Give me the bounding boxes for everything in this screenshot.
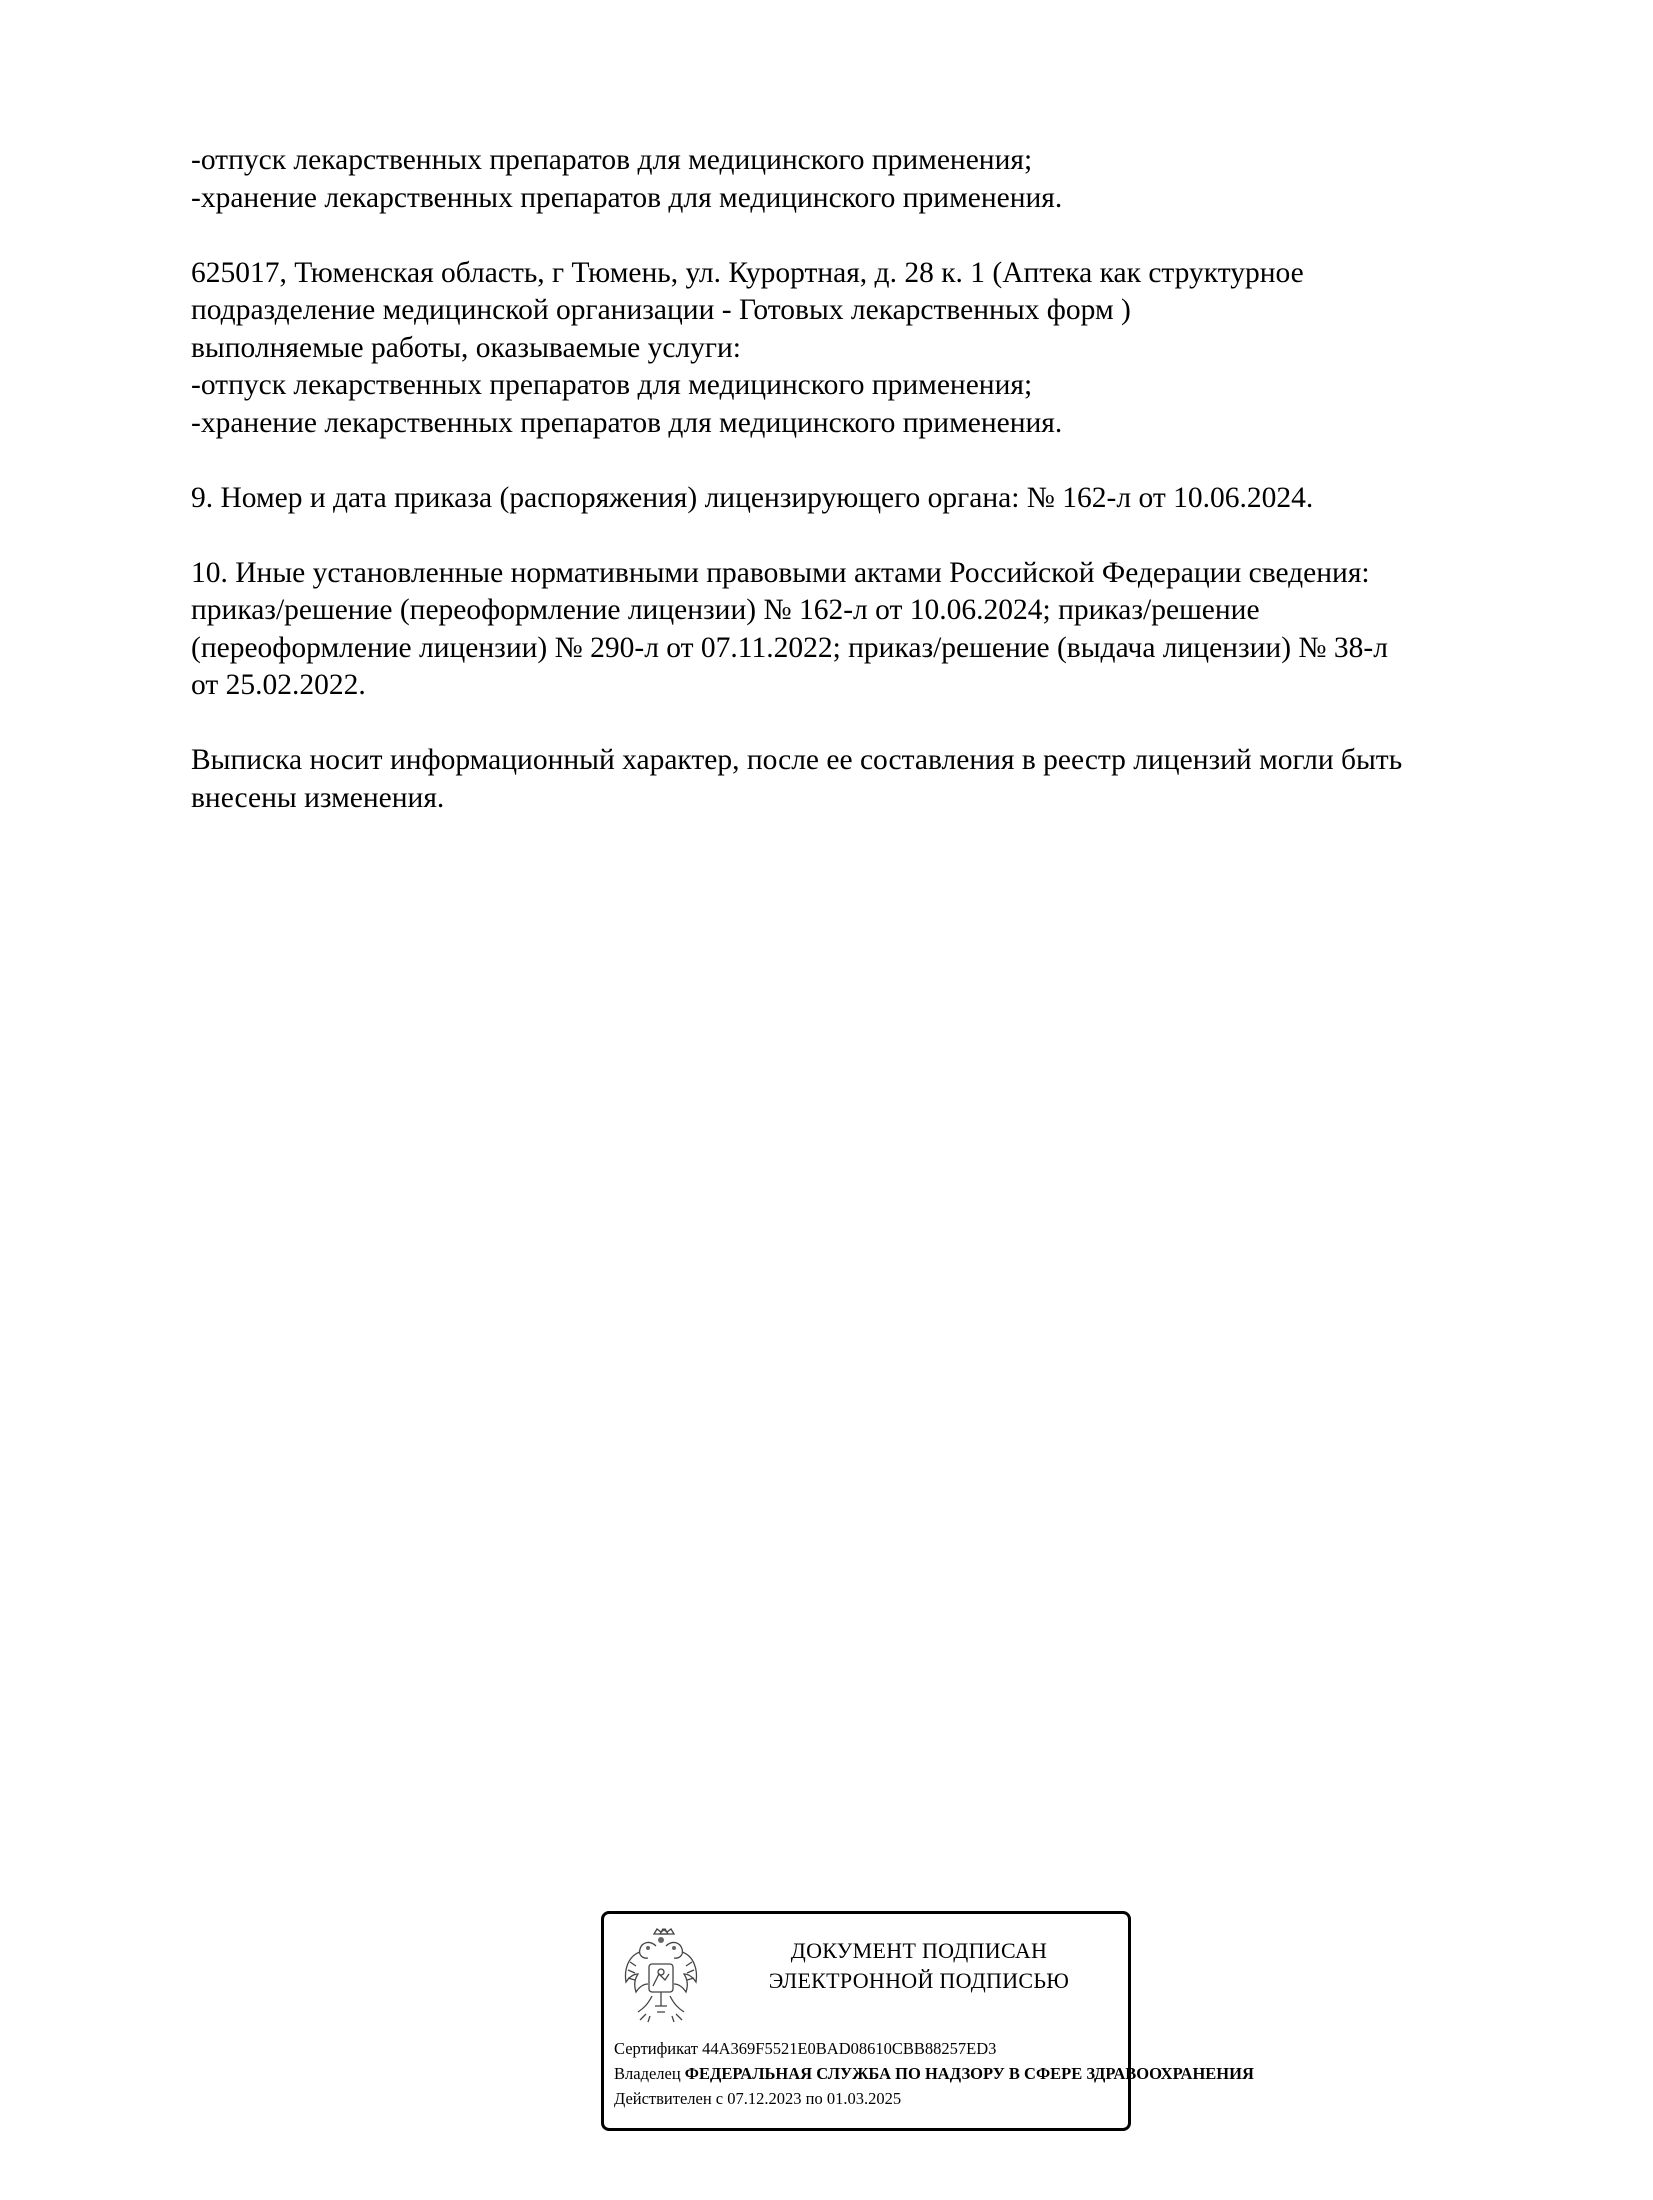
paragraph-disclaimer (191, 742, 1551, 817)
paragraph-address (191, 255, 1551, 443)
stamp-title-line: ДОКУМЕНТ ПОДПИСАН (790, 1938, 1048, 1963)
text-line: от 25.02.2022. (191, 669, 366, 701)
text-line: -отпуск лекарственных препаратов для медицинского применения; (191, 144, 1033, 176)
certificate-row (614, 2036, 1254, 2061)
text-line: 9. Номер и дата приказа (распоряжения) лицензирующего органа: № 162-л от 10.06.2024. (191, 481, 1314, 514)
stamp-details (614, 2036, 1254, 2111)
owner-label: Владелец (614, 2064, 681, 2083)
text-line: 625017, Тюменская область, г Тюмень, ул. Курортная, д. 28 к. 1 (Аптека как структурное (191, 256, 1304, 289)
text-line: -хранение лекарственных препаратов для медицинского применения. (191, 406, 1063, 439)
text-line: подразделение медицинской организации - Готовых лекарственных форм ) (191, 294, 1131, 326)
owner-row (614, 2061, 1254, 2086)
text-line: -хранение лекарственных препаратов для медицинского применения. (191, 181, 1063, 214)
electronic-signature-stamp (601, 1911, 1254, 2131)
owner-value: ФЕДЕРАЛЬНАЯ СЛУЖБА ПО НАДЗОРУ В СФЕРЕ ЗДРАВООХРАНЕНИЯ (684, 2064, 1254, 2083)
text-line: приказ/решение (переоформление лицензии) № 162-л от 10.06.2024; приказ/решение (191, 594, 1260, 626)
certificate-value: 44A369F5521E0BAD08610CBB88257ED3 (702, 2039, 997, 2058)
text-line: (переоформление лицензии) № 290-л от 07.11.2022; приказ/решение (выдача лицензии) № 38-л (191, 631, 1388, 664)
paragraph-order-number (191, 480, 1551, 518)
stamp-title-line: ЭЛЕКТРОННОЙ ПОДПИСЬЮ (768, 1968, 1070, 1993)
paragraph-other-info (191, 555, 1551, 705)
russian-coat-of-arms-icon (620, 1926, 702, 2024)
text-line: Выписка носит информационный характер, после ее составления в реестр лицензий могли быть (191, 744, 1403, 776)
text-line: -отпуск лекарственных препаратов для медицинского применения; (191, 369, 1033, 401)
text-line: выполняемые работы, оказываемые услуги: (191, 331, 741, 364)
document-body (191, 142, 1551, 855)
text-line: внесены изменения. (191, 781, 445, 814)
stamp-title (724, 1936, 1114, 1996)
certificate-label: Сертификат (614, 2039, 698, 2058)
text-line: 10. Иные установленные нормативными правовыми актами Российской Федерации сведения: (191, 556, 1370, 589)
paragraph-services-1 (191, 142, 1551, 217)
validity-row: Действителен с 07.12.2023 по 01.03.2025 (614, 2089, 902, 2108)
